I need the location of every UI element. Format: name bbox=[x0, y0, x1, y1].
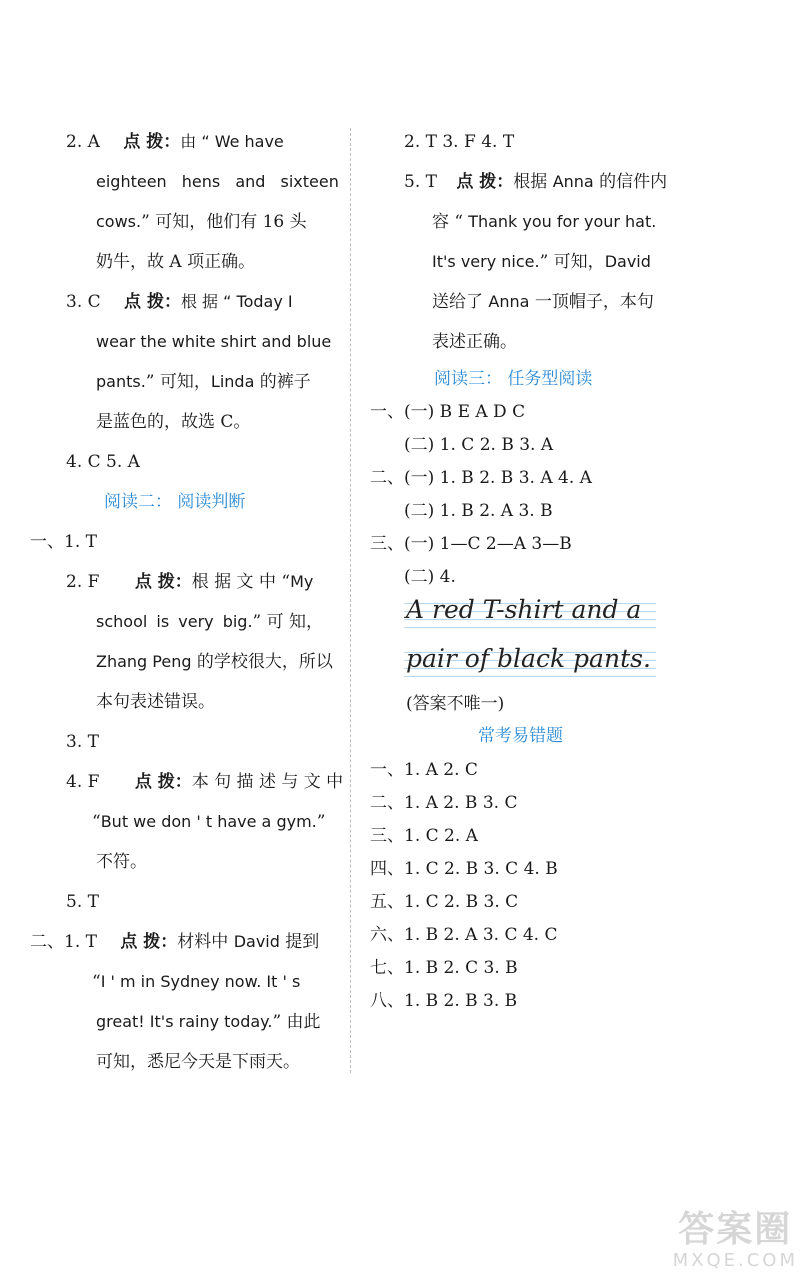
answer-text: But we don ' t have a gym. bbox=[100, 812, 317, 831]
answer-line: 四、1. C 2. B 3. C 4. B bbox=[370, 859, 558, 879]
hint-label: 点 拨： bbox=[123, 132, 181, 152]
answer-number: 二、1. T bbox=[30, 932, 97, 952]
answer-text: ” 可知， bbox=[145, 372, 211, 392]
answer-line: 五、1. C 2. B 3. C bbox=[370, 892, 519, 912]
answer-line bbox=[404, 170, 667, 194]
answer-line bbox=[96, 370, 311, 394]
answer-line: eighteen hens and sixteen bbox=[96, 172, 339, 191]
answer-line: 4. C 5. A bbox=[66, 452, 140, 472]
answer-text: 的裤子 bbox=[254, 372, 311, 392]
answer-text: 材料中 bbox=[177, 932, 234, 952]
answer-text: 根 据 文 中 “ bbox=[191, 572, 291, 592]
hint-label: 点 拨： bbox=[134, 772, 192, 792]
answer-line: wear the white shirt and blue bbox=[96, 332, 332, 351]
answer-text: My bbox=[290, 572, 314, 591]
answer-text: 的信件内 bbox=[593, 172, 668, 192]
answer-line: 5. T bbox=[66, 892, 99, 912]
column-divider bbox=[350, 128, 351, 1073]
answer-text: ” 可 知， bbox=[252, 612, 324, 632]
watermark-url: MXQE.COM bbox=[672, 1250, 798, 1271]
answer-text: 容 “ bbox=[432, 212, 464, 232]
hint-label: 点 拨： bbox=[456, 172, 514, 192]
answer-line bbox=[66, 570, 313, 594]
answer-text: 的学校很大，所以 bbox=[191, 652, 333, 672]
answer-line bbox=[66, 290, 293, 314]
answer-text: ” 可知， bbox=[539, 252, 605, 272]
answer-number: 2. A bbox=[66, 132, 100, 152]
answer-text: 送给了 bbox=[432, 292, 489, 312]
answer-line bbox=[96, 1010, 321, 1034]
answer-number: 5. T bbox=[404, 172, 437, 192]
answer-line: 一、1. A 2. C bbox=[370, 760, 478, 780]
answer-text: pants. bbox=[96, 372, 146, 391]
answer-line bbox=[432, 250, 651, 274]
answer-line bbox=[96, 210, 307, 234]
answer-line: 八、1. B 2. B 3. B bbox=[370, 991, 518, 1011]
answer-number: 2. F bbox=[66, 572, 100, 592]
answer-line bbox=[432, 210, 656, 234]
answer-line: (二) 1. C 2. B 3. A bbox=[404, 435, 554, 455]
answer-line: 三、1. C 2. A bbox=[370, 826, 478, 846]
answer-line bbox=[92, 970, 300, 994]
answer-note: (答案不唯一) bbox=[406, 694, 505, 714]
answer-line bbox=[66, 130, 284, 154]
answer-text: 一顶帽子，本句 bbox=[529, 292, 654, 312]
answer-line: 是蓝色的，故选 C。 bbox=[96, 412, 251, 432]
answer-line: 奶牛，故 A 项正确。 bbox=[96, 252, 256, 272]
answer-text: “ bbox=[92, 812, 101, 832]
section-heading: 常考易错题 bbox=[478, 726, 563, 746]
answer-line: 2. T 3. F 4. T bbox=[404, 132, 515, 152]
answer-line: 二、1. A 2. B 3. C bbox=[370, 793, 518, 813]
section-heading: 阅读三： 任务型阅读 bbox=[434, 369, 593, 389]
answer-line bbox=[66, 770, 343, 794]
answer-line: 二、(一) 1. B 2. B 3. A 4. A bbox=[370, 468, 592, 488]
answer-text: Thank you for your hat. bbox=[463, 212, 657, 231]
answer-number: 4. F bbox=[66, 772, 100, 792]
hint-label: 点 拨： bbox=[134, 572, 192, 592]
answer-text: ” 由此 bbox=[272, 1012, 321, 1032]
answer-line bbox=[96, 610, 323, 634]
handwritten-answer: A red T-shirt and a bbox=[406, 595, 642, 624]
answer-line bbox=[92, 810, 325, 834]
answer-text: David bbox=[604, 252, 651, 271]
answer-text: ” bbox=[316, 812, 326, 832]
answer-text: “ bbox=[92, 972, 101, 992]
answer-text: David bbox=[233, 932, 280, 951]
answer-line: (二) 4. bbox=[404, 567, 456, 587]
answer-line: 3. T bbox=[66, 732, 99, 752]
hint-label: 点 拨： bbox=[120, 932, 178, 952]
answer-line: 六、1. B 2. A 3. C 4. C bbox=[370, 925, 558, 945]
answer-line: 三、(一) 1—C 2—A 3—B bbox=[370, 534, 572, 554]
answer-text: Zhang Peng bbox=[96, 652, 192, 671]
answer-line bbox=[432, 290, 654, 314]
answer-line: 表述正确。 bbox=[432, 332, 517, 352]
hint-label: 点 拨： bbox=[124, 292, 181, 312]
answer-line bbox=[96, 650, 333, 674]
watermark-logo: 答案圈 bbox=[678, 1209, 793, 1250]
answer-line: 一、1. T bbox=[30, 532, 97, 552]
answer-text: Linda bbox=[210, 372, 255, 391]
answer-text: 由 “ We have bbox=[180, 132, 284, 151]
handwritten-answer: pair of black pants. bbox=[406, 644, 651, 673]
answer-line bbox=[30, 930, 319, 954]
answer-text: great! It's rainy today. bbox=[96, 1012, 273, 1031]
answer-number: 3. C bbox=[66, 292, 101, 312]
answer-line: 可知，悉尼今天是下雨天。 bbox=[96, 1052, 300, 1072]
section-heading: 阅读二： 阅读判断 bbox=[104, 492, 246, 512]
answer-line: 不符。 bbox=[96, 852, 147, 872]
answer-text: ” 可知，他们有 16 头 bbox=[141, 212, 307, 232]
answer-text: Anna bbox=[552, 172, 594, 191]
answer-text: I ' m in Sydney now. It ' s bbox=[100, 972, 301, 991]
answer-text: school is very big. bbox=[96, 612, 253, 631]
answer-text: 本 句 描 述 与 文 中 bbox=[191, 772, 344, 792]
answer-text: 根 据 “ Today I bbox=[180, 292, 293, 311]
answer-text: cows. bbox=[96, 212, 142, 231]
answer-line: 本句表述错误。 bbox=[96, 692, 215, 712]
answer-line: 七、1. B 2. C 3. B bbox=[370, 958, 518, 978]
answer-line: (二) 1. B 2. A 3. B bbox=[404, 501, 553, 521]
answer-text: 根据 bbox=[513, 172, 553, 192]
watermark bbox=[673, 1210, 798, 1272]
answer-line: 一、(一) B E A D C bbox=[370, 402, 526, 422]
answer-text: Anna bbox=[488, 292, 530, 311]
answer-text: 提到 bbox=[279, 932, 320, 952]
answer-text: It's very nice. bbox=[432, 252, 540, 271]
